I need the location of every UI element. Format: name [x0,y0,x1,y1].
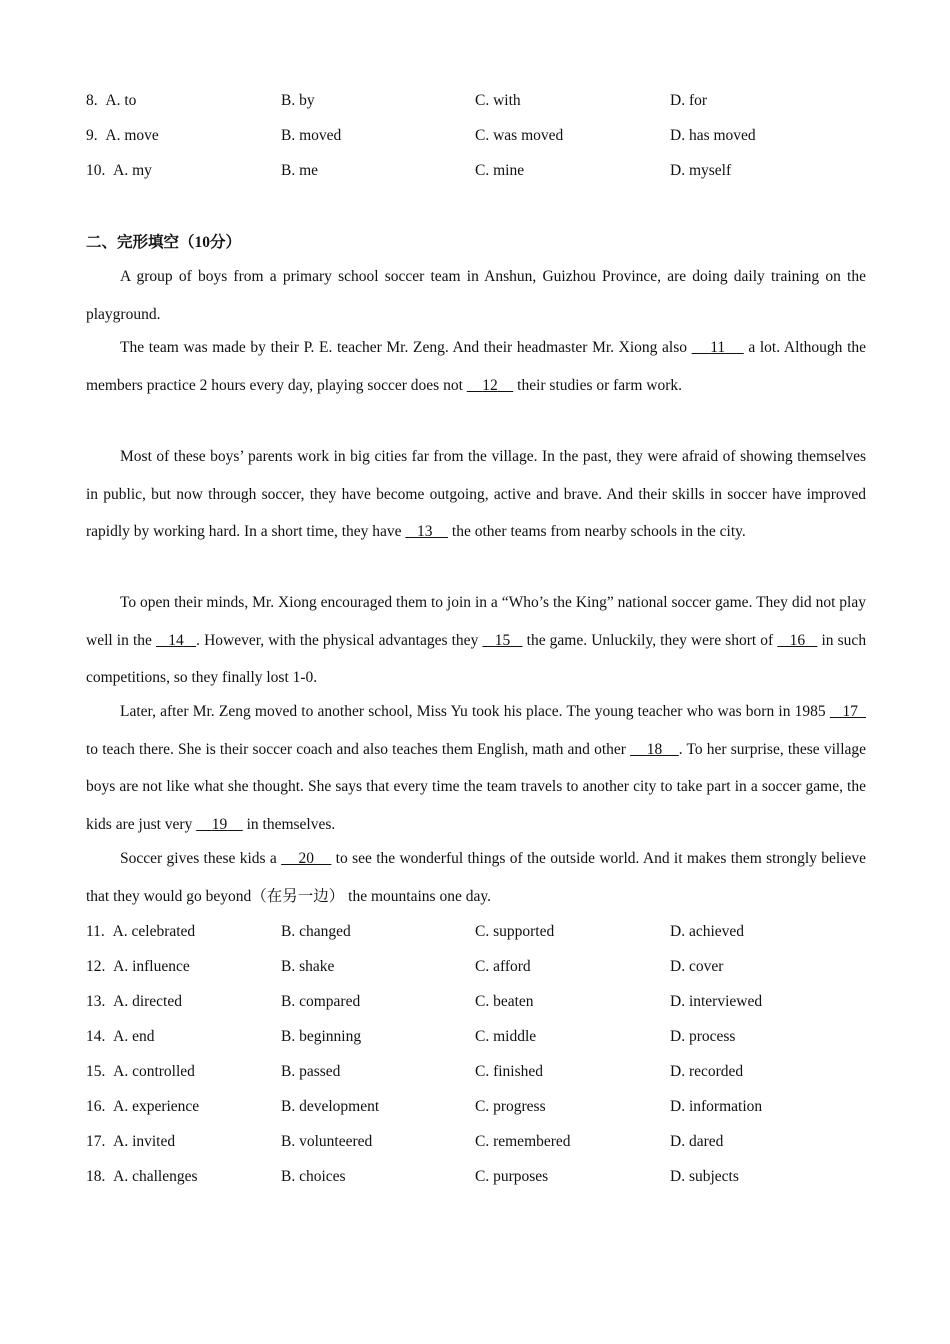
option-a: 13. A. directed [86,993,182,1010]
passage-paragraph-6: Soccer gives these kids a 20 to see the wonderful things of the outside world. And it makes them strongly believe that they would go beyond（在另一边） the mountains one day. [86,850,867,905]
question-options-8 [86,92,866,112]
option-a: 16. A. experience [86,1098,200,1115]
option-c: C. mine [475,162,525,179]
option-d: D. information [670,1098,763,1115]
option-c: C. progress [475,1098,546,1115]
option-d: D. has moved [670,127,756,144]
blank-18: 18 [646,740,663,758]
blank-14: 14 [168,631,184,649]
option-c: C. beaten [475,993,534,1010]
passage-paragraph-4: To open their minds, Mr. Xiong encouraged them to join in a “Who’s the King” national soccer game. They did not play well in the 14 . However, with the physical advantages they 15 the game. Unluckily, they were short of 16 in such competitions, so they finally lost 1-0. [86,594,867,686]
question-options-16 [86,1098,866,1118]
option-d: D. for [670,92,708,109]
option-d: D. recorded [670,1063,744,1080]
option-d: D. interviewed [670,993,763,1010]
blank-20: 20 [298,850,314,867]
blank-12: 12 [482,376,498,394]
option-c: C. with [475,92,521,109]
blank-11: 11 [710,339,726,356]
option-b: B. passed [281,1063,341,1080]
question-options-18 [86,1168,866,1188]
option-c: C. remembered [475,1133,571,1150]
option-b: B. shake [281,958,335,975]
option-a: 17. A. invited [86,1133,176,1150]
option-b: B. beginning [281,1028,362,1045]
option-b: B. me [281,162,319,179]
blank-16: 16 [789,631,806,649]
option-a: 9. A. move [86,127,159,144]
option-d: D. cover [670,958,724,975]
option-d: D. achieved [670,923,745,940]
blank-19: 19 [211,815,228,833]
option-c: C. supported [475,923,555,940]
option-b: B. choices [281,1168,346,1185]
option-b: B. by [281,92,315,109]
question-options-11 [86,923,866,943]
option-a: 12. A. influence [86,958,190,975]
option-d: D. myself [670,162,732,179]
option-c: C. afford [475,958,531,975]
option-c: C. middle [475,1028,537,1045]
blank-15: 15 [494,631,511,649]
passage-paragraph-1: A group of boys from a primary school soccer team in Anshun, Guizhou Province, are doing daily training on the playground. [86,268,866,323]
option-b: B. development [281,1098,380,1115]
option-a: 14. A. end [86,1028,155,1045]
section-title: 二、完形填空（10分） [86,234,242,251]
question-options-13 [86,993,866,1013]
option-d: D. process [670,1028,736,1045]
passage-paragraph-5: Later, after Mr. Zeng moved to another school, Miss Yu took his place. The young teacher who was born in 1985 17 to teach there. She is their soccer coach and also teaches them English, math and other 18 . To her surprise, these village boys are not like what she thought. She says that every time the team travels to another city to take part in a soccer game, the kids are just very 19 in themselves. [86,703,867,833]
question-options-14 [86,1028,866,1048]
option-c: C. was moved [475,127,564,144]
option-d: D. dared [670,1133,724,1150]
question-options-10 [86,162,866,182]
option-d: D. subjects [670,1168,739,1185]
option-c: C. finished [475,1063,544,1080]
question-options-17 [86,1133,866,1153]
option-a: 11. A. celebrated [86,923,196,940]
question-options-9 [86,127,866,147]
option-b: B. changed [281,923,351,940]
blank-17: 17 [842,703,858,720]
passage-paragraph-2: The team was made by their P. E. teacher Mr. Zeng. And their headmaster Mr. Xiong also 11 a lot. Although the members practice 2 hours every day, playing soccer does not 12 their studies or farm work. [86,339,867,394]
option-a: 10. A. my [86,162,152,179]
option-a: 18. A. challenges [86,1168,198,1185]
option-c: C. purposes [475,1168,549,1185]
blank-13: 13 [417,523,433,540]
passage-paragraph-3: Most of these boys’ parents work in big cities far from the village. In the past, they were afraid of showing themselves in public, but now through soccer, they have become outgoing, active and brave. And their skills in soccer have improved rapidly by working hard. In a short time, they have 13 the other teams from nearby schools in the city. [86,448,866,540]
question-options-12 [86,958,866,978]
option-a: 8. A. to [86,92,137,109]
option-b: B. volunteered [281,1133,373,1150]
option-a: 15. A. controlled [86,1063,195,1080]
option-b: B. compared [281,993,361,1010]
option-b: B. moved [281,127,342,144]
question-options-15 [86,1063,866,1083]
